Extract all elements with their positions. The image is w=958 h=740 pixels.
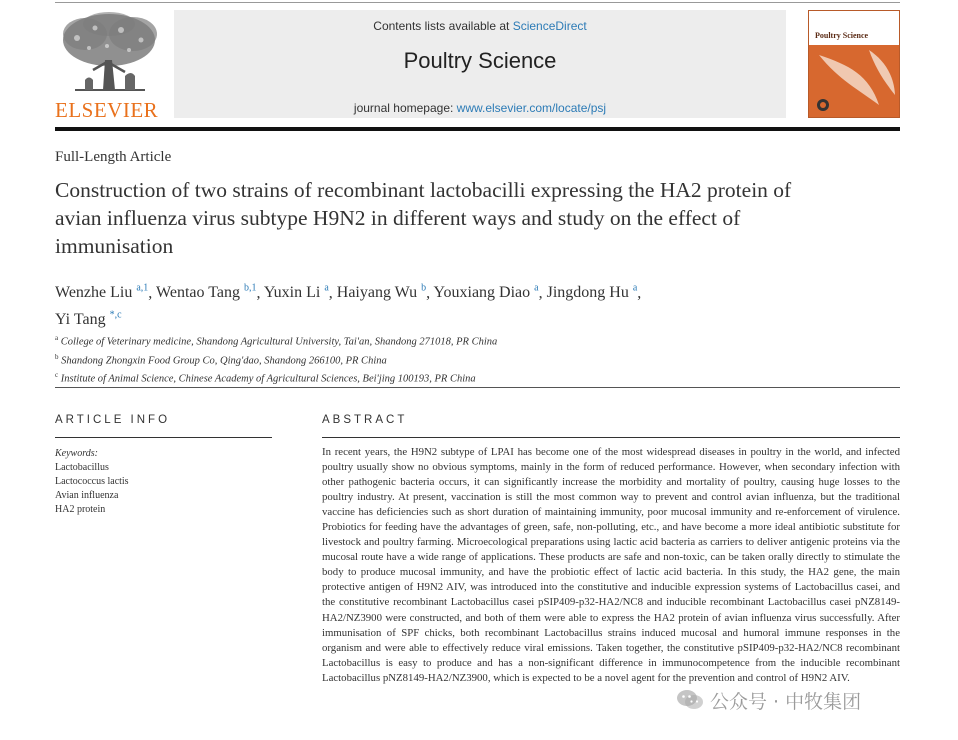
publisher-wordmark: ELSEVIER — [55, 98, 159, 122]
keywords-label: Keywords: — [55, 448, 98, 459]
keyword: Lactococcus lactis — [55, 476, 129, 487]
sciencedirect-link[interactable]: ScienceDirect — [512, 19, 587, 33]
wechat-icon — [676, 689, 704, 711]
contents-line — [174, 19, 786, 33]
journal-title: Poultry Science — [403, 48, 557, 73]
author[interactable]: Haiyang Wu $^b$ — [336, 283, 427, 302]
section-rule — [55, 387, 900, 388]
affiliation: $^b$ Shandong Zhongxin Food Group Co, Qing'dao, Shandong 266100, PR China — [55, 352, 387, 366]
article-info-rule — [55, 437, 272, 438]
cover-feather-graphic — [809, 45, 900, 118]
contents-prefix: Contents lists available at — [373, 19, 513, 33]
affiliation-list — [55, 331, 815, 387]
journal-banner — [174, 10, 786, 118]
abstract-text: In recent years, the H9N2 subtype of LPAI has become one of the most widespread diseases in poultry in the world, and infected poultry usually show no obvious symptoms, mainly in the form of reduced performance. However, when secondary infection with other pathogenic bacteria occurs, it can significantly increase the morbidity and mortality of poultry, causing huge losses to the poultry industry. At present, vaccination is still the most common way to prevent and control avian influenza, but the traditional vaccine has deficiencies such as short duration of maintaining immunity, poor mucosal immunity and re-enforcement of virulence. Probiotics for feeding have the advantages of green, safe, non-polluting, etc., and have become a more ideal antibiotic substitute for livestock and poultry farming. Microecological preparations using lactic acid bacteria as carriers to deliver antigenic proteins via the mucosal route have a wide range of applications. These products are safe and non-toxic, can be taken orally directly to stimulate the body to produce mucosal immunity, and have the probiotic effect of lactic acid bacteria. In this study, the HA2 gene, the main protective antigen of H9N2 AIV, was introduced into the constitutive and inducible expression systems of Lactobacillus casei, and the constitutive recombinant Lactobacillus casei pSIP409-p32-HA2/NC8 and inducible recombinant Lactobacillus casei pNZ8149-HA2/NZ3900 were constructed, and both of them were able to express the HA2 protein of avian influenza virus successfully. After immunisation of SPF chicks, both recombinant Lactobacillus strains induced mucosal and humoral immune responses in the organism and were able to effectively reduce viral emissions. Taken together, the constitutive pSIP409-p32-HA2/NC8 recombinant Lactobacillus is easy to produce and has a non-significant difference in immunocompetence from the inducible recombinant Lactobacillus pNZ8149-HA2/NZ3900, which is expected to be a novel agent for the prevention and control of H9N2 AIV. — [322, 446, 900, 684]
homepage-prefix: journal homepage: — [353, 101, 457, 115]
cover-title: Poultry Science — [815, 31, 869, 40]
author[interactable]: Youxiang Diao $^a$ — [433, 283, 539, 302]
homepage-line — [174, 101, 786, 115]
keyword: Lactobacillus — [55, 462, 109, 473]
abstract-heading: ABSTRACT — [322, 414, 408, 426]
author[interactable]: Wentao Tang $^{b,1}$ — [156, 283, 257, 302]
homepage-link[interactable]: www.elsevier.com/locate/psj — [456, 101, 607, 115]
header-rule — [55, 127, 900, 131]
article-info-heading: ARTICLE INFO — [55, 414, 171, 426]
watermark-text: 公众号 · 中牧集团 — [710, 690, 862, 713]
article-type: Full-Length Article — [55, 149, 172, 165]
elsevier-tree-logo — [55, 10, 163, 98]
keyword: Avian influenza — [55, 490, 119, 501]
journal-cover — [808, 10, 900, 118]
author[interactable]: Yi Tang $^{*,c}$ — [55, 309, 122, 328]
keywords-block — [55, 447, 129, 517]
top-rule — [55, 2, 900, 3]
author[interactable]: Yuxin Li $^a$ — [263, 283, 329, 302]
affiliation: $^c$ Institute of Animal Science, Chinese Academy of Agricultural Sciences, Bei'jing 100193, PR China — [55, 371, 476, 385]
keyword: HA2 protein — [55, 504, 106, 515]
abstract-rule — [322, 437, 900, 438]
watermark — [676, 682, 936, 718]
author[interactable]: Jingdong Hu $^a$ — [546, 283, 638, 302]
author-list: Wenzhe Liu $^{a,1}$, Wentao Tang $^{b,1}$, Yuxin Li $^a$, Haiyang Wu $^b$, Youxiang Diao $^a$, Jingdong Hu $^a$, Yi Tang $^{*,c}$ — [55, 283, 642, 328]
article-title: Construction of two strains of recombinant lactobacilli expressing the HA2 protein of avian influenza virus subtype H9N2 in different ways and study on the effect of immunisation — [55, 178, 792, 258]
affiliation: $^a$ College of Veterinary medicine, Shandong Agricultural University, Tai'an, Shandong 271018, PR China — [55, 334, 498, 348]
author[interactable]: Wenzhe Liu $^{a,1}$ — [55, 283, 149, 302]
